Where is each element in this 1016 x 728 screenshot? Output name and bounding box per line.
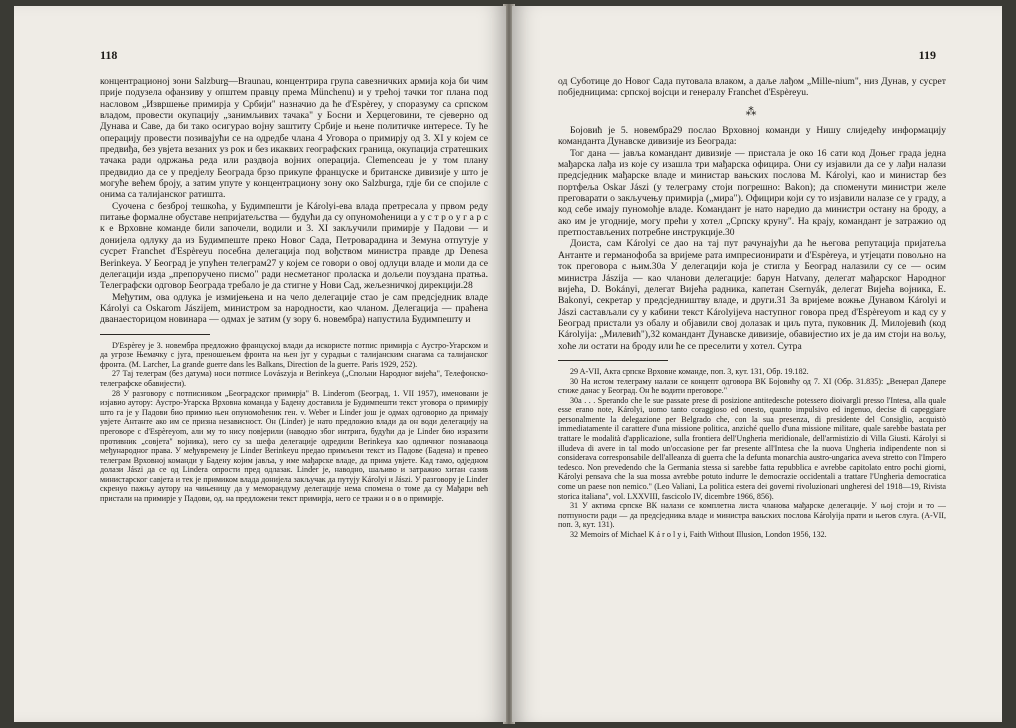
left-page-body bbox=[100, 76, 488, 504]
footnote: D'Espèrey је 3. новембра предложио француској влади да искористе потпис примирја с Аустро-Угарском и да угрозе Њемачку с југа, преношењем фронта на њен југ у сурадњи с талијанским снагама са талијанског фронта. (M. Larcher, La grande guerre dans les Balkans, Direction de la guerre. Paris 1929, 252). bbox=[100, 340, 488, 369]
footnote: 31 У актима српске ВК налази се комплетна листа чланова мађарске делегације. У њој стоји и то — потпуности ради — да предсједника владе и министра вањских послова Károlyija прати и његов слуга. (A-VII, поп. 3, кут. 131). bbox=[558, 501, 946, 530]
paragraph: од Суботице до Новог Сада путовала влаком, а даље лађом „Mille-nium", низ Дунав, у сусрет побједницима: српској војсци и генералу Franchet d'Espèreyu. bbox=[558, 76, 946, 99]
footnote: 32 Memoirs of Michael K á r o l y i, Faith Without Illusion, London 1956, 132. bbox=[570, 530, 827, 539]
left-page bbox=[14, 6, 506, 722]
footnote: 30a . . . Sperando che le sue passate prese di posizione antitedesche potessero dioivargli presso l'Intesa, alla quale esse erano note, Károlyi, uomo tanto coraggioso ed onesto, quanto impulsivo ed ingenuo, decise di capeggiare personalmente la delegazione per Belgrado che, con la sua presenza, di presidente del Consiglio, acquistò immediatamente il carattere d'una missione politica, anziché quello d'una missione militare, quale sarebbe bastata per trattare le modalità d'applicazione, sulla frontiera dell'Ungheria meridionale, dell'armistizio di Villa Giusti. Károlyi si illudeva di avere in tal modo un'occasione per far presente all'Intesa che la nuova Ungheria indipendente non si considerava corresponsabile dell'alleanza di guerra che la defunta monarchia austro-ungarica aveva stretto con l'Impero tedesco. Non prevedendo che la Germania stessa si sarebbe fatta repubblica e avrebbe capitolato entro pochi giorni, Károlyi pensava che la sua mossa avrebbe potuto indurre le democrazie occidentali a trattare l'Ungheria democratica come un paese non nemico." (Leo Valiani, La politica estera dei governi rivoluzionari ungheresi del 1918—19, Rivista storica italiana", vol. LXXVIII, fascicolo IV, dicembre 1966, 856). bbox=[558, 395, 946, 501]
paragraph: Тог дана — јавља командант дивизије — пристала је око 16 сати код Доњег града једна мађарска лађа из које су изашла три мађарска официра. Они су изјавили да се у лађи налази предсједник мађарске владе и министар вањских послова М. Károlyi, као и министар без портфеља Oskar Jászi (у телеграму стоји погрешно: Bakon); да споменути министри желе преговарати о закључењу примирја („мира"). Официри који су то изјавили налазе се у граду, а код себе имају пуномоћје владе. Командант је нато наредио да министри остану на броду, а ако им је угодније, могу прећи у хотел „Српску круну". На крају, командант је затражио од претпостављених потребне инструкције.30 bbox=[558, 147, 946, 239]
footnote-rule bbox=[558, 360, 668, 361]
section-break-asterisks: ⁂ bbox=[745, 105, 759, 118]
paragraph: Суочена с безброј тешкоћа, у Будимпешти је Károlyi-ева влада претресала у првом реду питање формалне обуставе непријатељства — будући да су опуномоћеници а у с т р о у г а р с к е Врховне команде били започели, водили и 3. XI закључили примирје у Падови — и донијела одлуку да из Будимпеште преко Новог Сада, Петроварадина и Земуна отпутује у сусрет Franchet d'Espèreyu посебна делегација под вођством министра правде др Denesa Berinkeya. У Београд је упућен телеграм27 у којем се говори о овој одлуци владе и моли да се делегацији изда „препоручено писмо" ради несметаног проласка и дољели поуздана пратња. Телеграфски одговор Београда требало је да стигне у Нови Сад, жељезничкој дирекцији.28 bbox=[100, 200, 488, 292]
page-number: 119 bbox=[918, 48, 936, 62]
paragraph: Међутим, ова одлука је измијењена и на чело делегације стао је сам предсједник владе Károlyi са Oskarom Jásziјem, министром за народности, као чланом. Делегација — праћена дванаесторицом новинара — одмах је затим (у зору 6. новембра) напустила Будимпешту и bbox=[100, 291, 488, 326]
footnote: 29 A-VII, Акта српске Врховне команде, поп. 3, кут. 131, Обр. 19.182. bbox=[570, 366, 809, 376]
right-page bbox=[512, 6, 1002, 722]
footnotes bbox=[558, 367, 946, 540]
footnotes bbox=[100, 341, 488, 504]
footnote: 30 На истом телеграму налази се концепт одговора ВК Бојовићу од 7. XI (Обр. 31.835): „Венерал Дапере стиже данас у Београд. Он ће водити преговоре." bbox=[558, 376, 946, 396]
footnote: 28 У разговору с потписником „Београдског примирја" B. Linderom (Београд, 1. VII 1957), именовани је изјавио аутору: Аустро-Угарска Врховна команда у Бадену доставила је Будимпешти текст уговора о примирју што га је у Падови био примио њен опуномоћеник ген. v. Weber и Linder још је одмах одговорио да примају увјете Антанте ако им се призна независност. Он (Linder) је нато предложио влади да он води делегацију на преговоре с d'Espèreyom, али му то нису повјерили (наводно због интрига, будући да је Linder био изразити противник „совјета" војника), него су за шефа делегације одредили Berinkeya као одличног познаваоца међународног права. У међувремену је Linder Berinkeyu предао примљени текст из Падове (Бадена) и превео телеграм Врховној команди у Бадену којим јавља, у име мађарске владе, да прима увјете. Кад тамо, одједном долази Jászi да се од Lindera опрости пред одлазак. Linder је, наводно, шаљиво и затражио хитан сазив министарског савјета и тек је примиком влада донијела закључак да путују Károlyi и Jászi. У разговору је Linder скренуо пажњу аутору на чињеницу да у меморандуму делегације нема спомена о томе да су Мађари већ пристали на примирје у Падови, од. на предложени текст примирја, него се тражи н о в о примирје. bbox=[100, 388, 488, 504]
paragraph: Доиста, сам Károlyi се дао на тај пут рачунајући да ће његова репутација пријатеља Антанте и германофоба за вријеме рата импресионирати и d'Espèreya, и утјецати повољно на ток преговора с њим.30a У делегацији која је стигла у Београд налазили су се — осим министра Jászija — као чланови делегације: барун Hatvany, делегат мађарског Народног вијећа, D. Bokányi, делегат Вијећа радника, капетан Csernyák, делегат Вијећа војника, E. Bakonyi, секретар у предсједништву владе, и други.31 За вријеме вожње Дунавом Károlyi и Jászi састављали су у кабини текст Károlyijeva наступног говора пред d'Espèreyom и кад су у Београд пристали уз обалу и објавили свој долазак и циљ пута, пуковник Д. Милојевић (код Károlyija: „Милевић"),32 командант Дунавске дивизије, обавијестио их је да им стоји на вољу, хоће ли остати на броду или ће се преселити у хотел. Сутра bbox=[558, 238, 946, 352]
footnote-rule bbox=[100, 334, 210, 335]
footnote: 27 Тај телеграм (без датума) носи потписе Lovászyја и Berinkeya („Спољни Народног вијећа", Телефонско-телеграфске обавијести). bbox=[100, 369, 488, 388]
right-page-body bbox=[558, 76, 946, 540]
page-number: 118 bbox=[100, 48, 118, 62]
paragraph: Бојовић је 5. новембра29 послао Врховној команди у Нишу слиједећу информацију команданта Дунавске дивизије из Београда: bbox=[558, 125, 946, 148]
paragraph: концентрационој зони Salzburg—Braunau, концентрира група савезничких армија која би чим прије подузела офанзиву у општем правцу према Münchenu) и у трећој тачки тог плана под насловом „Извршење примирја у Србији" назначио да ће d'Espèrey, у споразуму са српском владом, провести окупацију „занимљивих тачака" у Босни и Херцеговини, те сјеверно од Дунава и Саве, да би тако осигурао војну заштиту Србије и њене политичке интересе. Ту ће операцију провести позивајући се на одредбе члана 4 Уговора о примирју од 3. XI у којем се предвиђа, без увјета везаних уз рок и без икаквих географских граница, окупација стратешких тачака ради одржања реда или раздвоја војних операција. Clemenceau је у том плану предвидио да се у предјелу Београда брзо прикупе француске и британске дивизије у што је могуће већем броју, а затим упуте у концентрациону зону око Salzburga, гдје би се спојиле с онима са талијанског ратишта. bbox=[100, 76, 488, 201]
